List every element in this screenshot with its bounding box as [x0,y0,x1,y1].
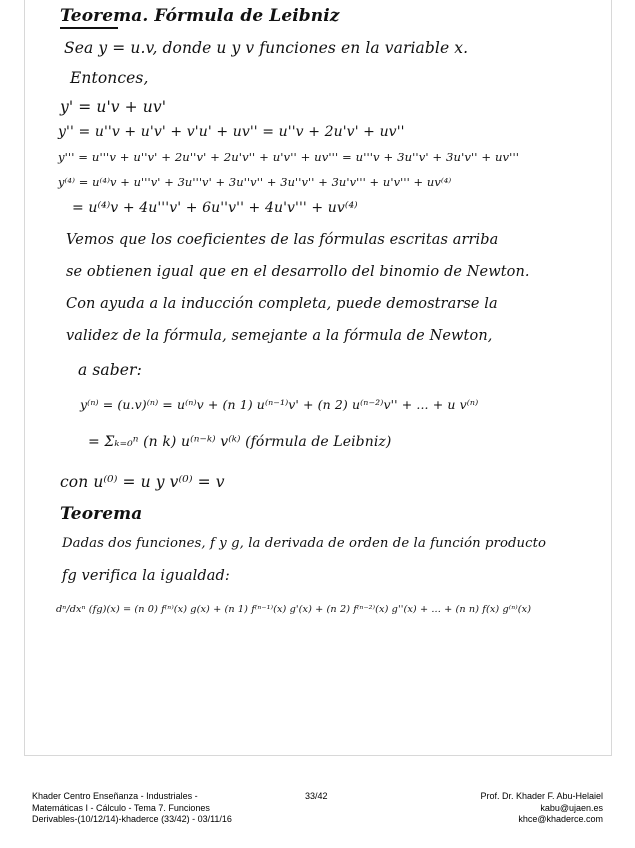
formula-line: y⁽ⁿ⁾ = (u.v)⁽ⁿ⁾ = u⁽ⁿ⁾v + (n 1) u⁽ⁿ⁻¹⁾v' + (n 2) u⁽ⁿ⁻²⁾v'' + ... + u v⁽ⁿ⁾ [80,397,479,412]
footer-author: Prof. Dr. Khader F. Abu-Helaiel [480,791,603,801]
text-line: Entonces, [70,69,149,87]
formula-line: y⁽⁴⁾ = u⁽⁴⁾v + u'''v' + 3u'''v' + 3u''v'' + 3u''v'' + 3u'v''' + u'v''' + uv⁽⁴⁾ [58,175,452,189]
page-number: 33/42 [305,791,328,801]
text-line: Sea y = u.v, donde u y v funciones en la variable x. [64,39,469,57]
title-underline [60,27,118,29]
formula-line: y''' = u'''v + u''v' + 2u''v' + 2u'v'' + u'v'' + uv''' = u'''v + 3u''v' + 3u'v'' + uv''' [58,150,520,164]
formula-line: y' = u'v + uv' [60,98,167,116]
theorem-title: Teorema. Fórmula de Leibniz [60,6,340,26]
footer-email[interactable]: khce@khaderce.com [518,814,603,824]
text-line: Dadas dos funciones, f y g, la derivada de orden de la función producto [62,536,547,551]
formula-line: = Σₖ₌₀ⁿ (n k) u⁽ⁿ⁻ᵏ⁾ v⁽ᵏ⁾ (fórmula de Leibniz) [88,434,392,450]
footer-right [480,791,603,826]
text-line: a saber: [78,361,142,379]
text-line: Vemos que los coeficientes de las fórmulas escritas arriba [66,232,499,248]
text-line: fg verifica la igualdad: [62,568,230,584]
footer-left-line: Matemáticas I - Cálculo - Tema 7. Funciones [32,802,210,813]
footer-left-line: Khader Centro Enseñanza - Industriales - [32,791,198,801]
footer-email[interactable]: kabu@ujaen.es [540,802,603,813]
text-line: se obtienen igual que en el desarrollo del binomio de Newton. [66,264,530,280]
formula-line: y'' = u''v + u'v' + v'u' + uv'' = u''v + 2u'v' + uv'' [58,124,405,140]
text-line: Con ayuda a la inducción completa, puede demostrarse la [66,296,498,312]
footer-left [32,791,232,826]
footer-left-line: Derivables-(10/12/14)-khaderce (33/42) - 03/11/16 [32,814,232,824]
formula-line: dⁿ/dxⁿ (fg)(x) = (n 0) f⁽ⁿ⁾(x) g(x) + (n 1) f⁽ⁿ⁻¹⁾(x) g'(x) + (n 2) f⁽ⁿ⁻²⁾(x) g''(x) + ... + (n n) f(x) g⁽ⁿ⁾(x) [56,604,532,615]
text-line: con u⁽⁰⁾ = u y v⁽⁰⁾ = v [60,473,225,491]
formula-line: = u⁽⁴⁾v + 4u'''v' + 6u''v'' + 4u'v''' + uv⁽⁴⁾ [72,200,358,216]
text-line: validez de la fórmula, semejante a la fórmula de Newton, [66,328,493,344]
theorem-heading: Teorema [60,504,143,524]
page-footer [0,783,635,833]
